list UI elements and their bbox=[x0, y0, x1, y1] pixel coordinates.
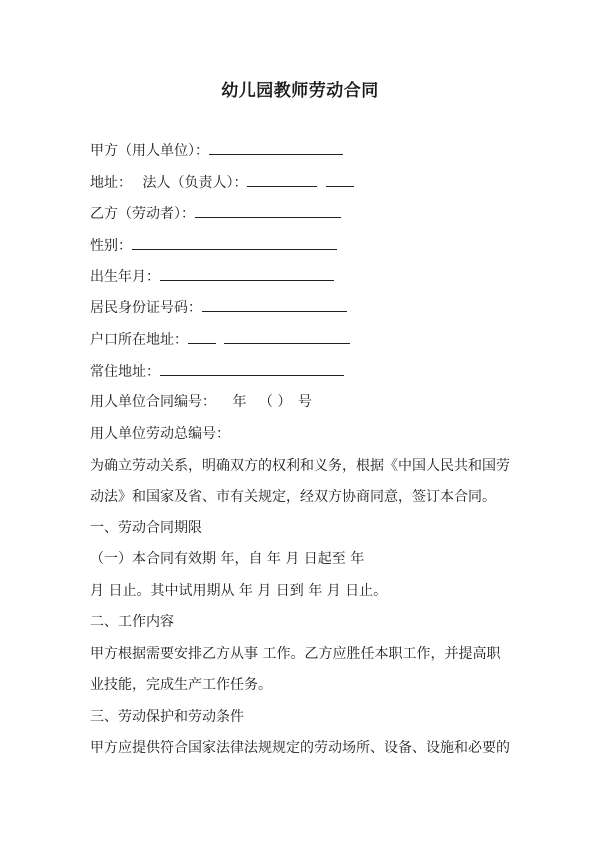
contract-no-year: 年 bbox=[232, 394, 247, 410]
section-1-heading: 一、劳动合同期限 bbox=[90, 520, 202, 536]
birth-blank bbox=[160, 266, 334, 281]
residence-label: 常住地址： bbox=[90, 364, 160, 380]
contract-no-label: 用人单位合同编号： bbox=[90, 394, 216, 410]
section-3-line-1: 甲方应提供符合国家法律法规规定的劳动场所、设备、设施和必要的 bbox=[90, 740, 510, 756]
birth-label: 出生年月： bbox=[90, 269, 160, 285]
contract-no-paren: （ ） bbox=[258, 394, 292, 410]
residence-line bbox=[90, 361, 344, 382]
id-number-line bbox=[90, 297, 347, 318]
contract-no-hao: 号 bbox=[297, 394, 312, 410]
total-no-line bbox=[90, 424, 230, 444]
intro-line-2: 动法》和国家及省、市有关规定，经双方协商同意，签订本合同。 bbox=[90, 489, 496, 505]
hukou-blank-1 bbox=[188, 329, 216, 344]
hukou-label: 户口所在地址： bbox=[90, 332, 188, 348]
residence-blank bbox=[160, 361, 344, 376]
gender-blank bbox=[132, 235, 337, 250]
legal-rep-label: 法人（负责人）： bbox=[142, 175, 248, 191]
contract-no-line bbox=[90, 392, 312, 412]
party-b-label: 乙方（劳动者）： bbox=[90, 206, 195, 222]
page-title: 幼儿园教师劳动合同 bbox=[221, 81, 379, 101]
section-2-heading: 二、工作内容 bbox=[90, 614, 174, 630]
legal-rep-blank-1 bbox=[247, 172, 317, 187]
hukou-line bbox=[90, 329, 350, 350]
section-3-heading: 三、劳动保护和劳动条件 bbox=[90, 709, 244, 725]
party-b-line bbox=[90, 203, 341, 224]
party-a-line bbox=[90, 140, 343, 161]
section-2-line-2: 业技能，完成生产工作任务。 bbox=[90, 677, 272, 693]
address-line bbox=[90, 172, 354, 193]
party-a-blank bbox=[209, 140, 343, 155]
id-number-label: 居民身份证号码： bbox=[90, 300, 202, 316]
id-number-blank bbox=[202, 297, 347, 312]
party-b-blank bbox=[195, 203, 341, 218]
birth-line bbox=[90, 266, 334, 287]
gender-label: 性别： bbox=[90, 238, 132, 254]
total-no-label: 用人单位劳动总编号： bbox=[90, 426, 230, 442]
intro-line-1: 为确立劳动关系，明确双方的权利和义务，根据《中国人民共和国劳 bbox=[90, 458, 510, 474]
gender-line bbox=[90, 235, 337, 256]
section-1-line-2: 月 日止。其中试用期从 年 月 日到 年 月 日止。 bbox=[90, 583, 388, 599]
section-2-line-1: 甲方根据需要安排乙方从事 工作。乙方应胜任本职工作，并提高职 bbox=[90, 646, 501, 662]
address-label: 地址： bbox=[90, 175, 132, 191]
party-a-label: 甲方（用人单位）： bbox=[90, 143, 209, 159]
hukou-blank-2 bbox=[224, 329, 350, 344]
legal-rep-blank-2 bbox=[326, 172, 354, 187]
section-1-line-1: （一）本合同有效期 年，自 年 月 日起至 年 bbox=[90, 551, 365, 567]
